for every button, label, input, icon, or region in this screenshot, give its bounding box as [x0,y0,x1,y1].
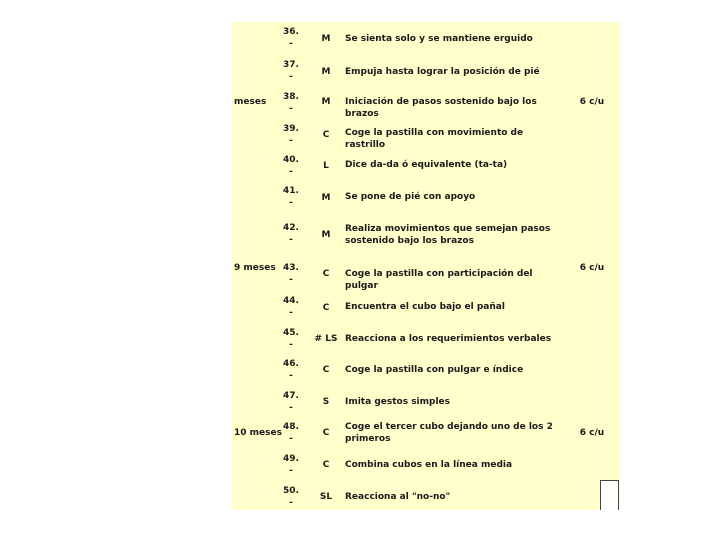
item-description: Combina cubos en la línea media [345,460,513,470]
age-group-label: 9 meses [234,263,276,273]
score-label: 6 c/u [579,263,605,273]
item-area: C [322,269,330,279]
item-area: SL [319,492,333,502]
item-number: 38. - [283,92,299,114]
item-area: M [321,97,331,107]
item-description: Imita gestos simples [345,397,451,407]
item-number: 49. - [283,454,299,476]
item-area: C [322,460,330,470]
item-description: Iniciación de pasos sostenido bajo los brazos [345,97,537,119]
item-area: C [322,130,330,140]
item-area: L [323,161,329,171]
item-number: 39. - [283,124,299,146]
item-description: Realiza movimientos que semejan pasos sostenido bajo los brazos [345,224,551,246]
item-number: 45. - [283,328,299,350]
item-number: 41. - [283,186,299,208]
evaluation-table [232,22,620,510]
item-number: 43. - [283,263,299,285]
item-number: 50. - [283,486,299,508]
item-description: Reacciona a los requerimientos verbales [345,334,552,344]
item-description: Encuentra el cubo bajo el pañal [345,302,505,312]
item-description: Se pone de pié con apoyo [345,192,476,202]
item-area: C [322,365,330,375]
item-area: S [322,397,330,407]
item-number: 44. - [283,296,299,318]
item-area: # LS [314,334,338,344]
item-number: 37. - [283,60,299,82]
item-number: 46. - [283,359,299,381]
item-description: Se sienta solo y se mantiene erguido [345,34,533,44]
item-area: C [322,303,330,313]
score-label: 6 c/u [579,428,605,438]
item-description: Coge la pastilla con participación del pulgar [345,269,533,291]
item-number: 48. - [283,422,299,444]
item-area: M [321,230,331,240]
empty-score-cell [600,480,619,510]
item-description: Empuja hasta lograr la posición de pié [345,67,540,77]
age-group-label: 10 meses [234,428,282,438]
item-number: 40. - [283,155,299,177]
item-description: Dice da-da ó equivalente (ta-ta) [345,160,508,170]
item-description: Coge la pastilla con movimiento de rastrillo [345,128,524,150]
item-description: Reacciona al "no-no" [345,492,451,502]
item-area: M [321,67,331,77]
age-group-label: meses [234,97,267,107]
item-number: 42. - [283,223,299,245]
item-area: C [322,428,330,438]
item-description: Coge la pastilla con pulgar e índice [345,365,524,375]
item-number: 36. - [283,27,299,49]
item-area: M [321,34,331,44]
item-number: 47. - [283,391,299,413]
score-label: 6 c/u [579,97,605,107]
item-area: M [321,193,331,203]
item-description: Coge el tercer cubo dejando uno de los 2 primeros [345,422,553,444]
